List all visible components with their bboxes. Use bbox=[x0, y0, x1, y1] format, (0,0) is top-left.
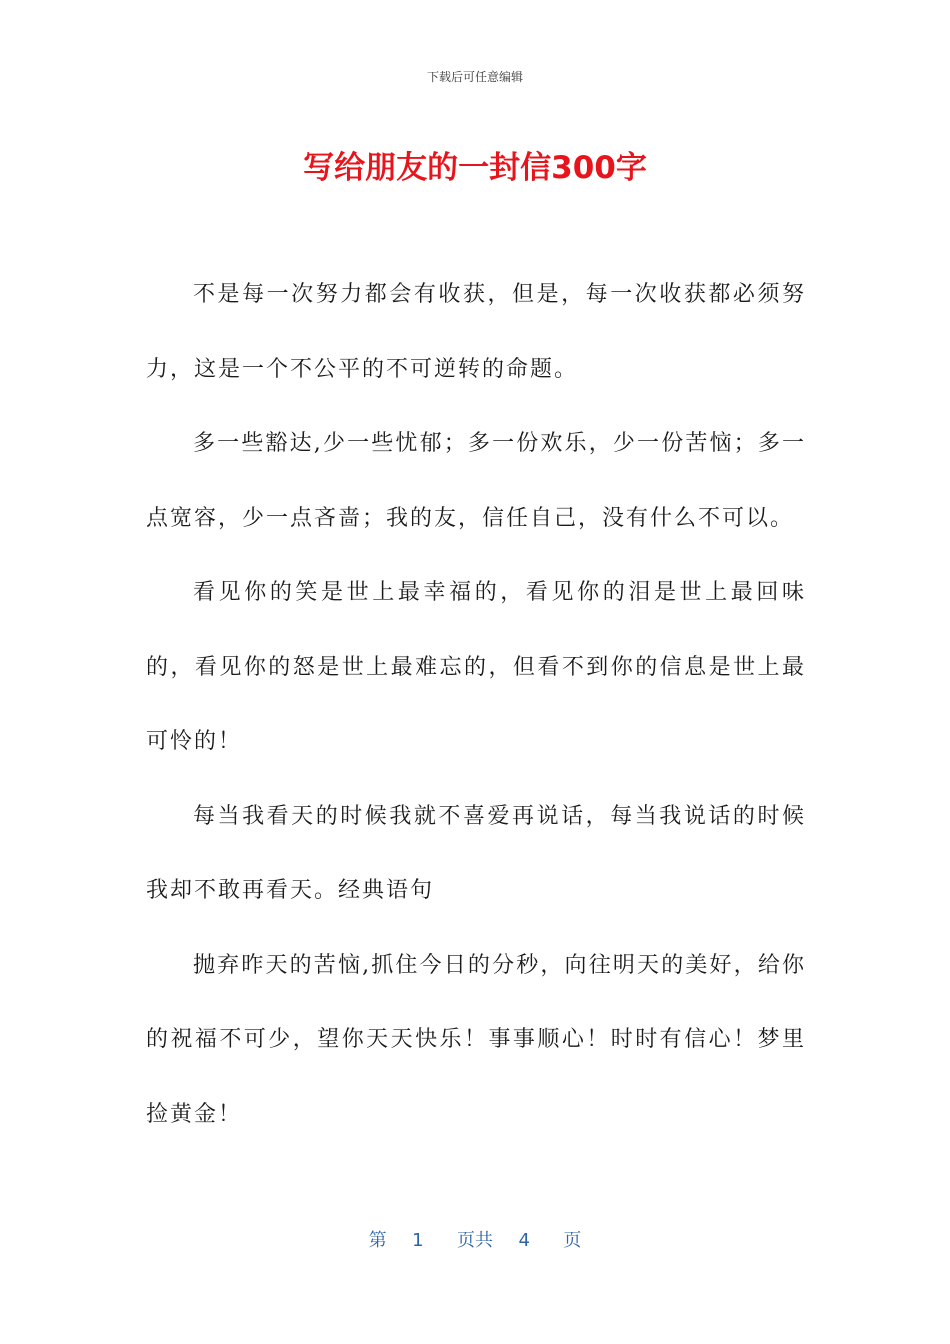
paragraph-3: 看见你的笑是世上最幸福的，看见你的泪是世上最回味的，看见你的怒是世上最难忘的，但看不到你的信息是世上最可怜的！ bbox=[146, 580, 806, 754]
page-footer bbox=[0, 1226, 950, 1252]
paragraph-5: 抛弃昨天的苦恼,抓住今日的分秒，向往明天的美好，给你的祝福不可少，望你天天快乐！事事顺心！时时有信心！梦里捡黄金！ bbox=[146, 952, 806, 1127]
footer-total-pages: 4 bbox=[518, 1230, 530, 1251]
letter-body bbox=[146, 258, 806, 1152]
footer-current-page: 1 bbox=[412, 1230, 424, 1251]
paragraph-1: 不是每一次努力都会有收获，但是，每一次收获都必须努力，这是一个不公平的不可逆转的命题。 bbox=[146, 282, 806, 382]
footer-page-prefix: 第 bbox=[368, 1230, 387, 1251]
header-note: 下载后可任意编辑 bbox=[426, 70, 523, 84]
paragraph-2: 多一些豁达,少一些忧郁；多一份欢乐，少一份苦恼；多一点宽容，少一点吝啬；我的友，信任自己，没有什么不可以。 bbox=[146, 431, 806, 531]
footer-page-mid: 页共 bbox=[457, 1230, 493, 1251]
footer-page-suffix: 页 bbox=[563, 1230, 582, 1251]
paragraph-4: 每当我看天的时候我就不喜爱再说话，每当我说话的时候我却不敢再看天。经典语句 bbox=[146, 803, 806, 903]
document-title: 写给朋友的一封信300字 bbox=[303, 150, 647, 186]
